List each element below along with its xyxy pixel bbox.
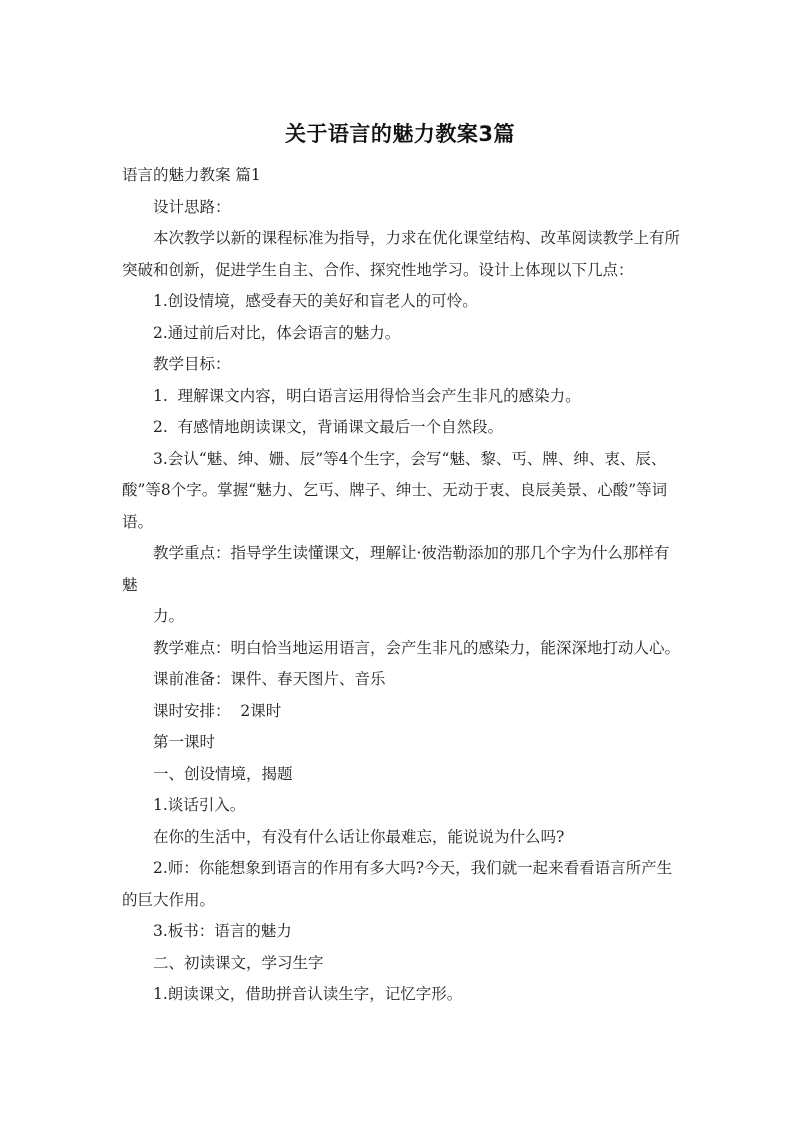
paragraph: 2. 有感情地朗读课文，背诵课文最后一个自然段。 <box>153 418 504 436</box>
paragraph: 教学重点：指导学生读懂课文，理解让·彼浩勒添加的那几个字为什么那样有魅 <box>122 544 670 594</box>
document-title: 关于语言的魅力教案3篇 <box>284 122 516 146</box>
document-body <box>122 160 682 1011</box>
paragraph: 在你的生活中，有没有什么话让你最难忘，能说说为什么吗? <box>153 827 565 846</box>
paragraph: 一、创设情境，揭题 <box>153 764 293 783</box>
paragraph: 1. 理解课文内容，明白语言运用得恰当会产生非凡的感染力。 <box>153 386 581 405</box>
paragraph: 2.通过前后对比，体会语言的魅力。 <box>153 323 401 342</box>
paragraph: 教学难点：明白恰当地运用语言，会产生非凡的感染力，能深深地打动人心。 <box>153 638 681 657</box>
paragraph: 2.师：你能想象到语言的作用有多大吗?今天，我们就一起来看看语言所产生的巨大作用。 <box>122 859 673 909</box>
paragraph: 课前准备：课件、春天图片、音乐 <box>153 670 386 688</box>
paragraph: 第一课时 <box>153 733 216 751</box>
paragraph: 1.创设情境，感受春天的美好和盲老人的可怜。 <box>153 292 478 310</box>
paragraph: 3.会认“魅、绅、姗、辰”等4个生字，会写“魅、黎、丐、牌、绅、衷、辰、酸”等8个字。掌握“魅力、乞丐、牌子、绅士、无动于衷、良辰美景、心酸”等词语。 <box>122 449 668 531</box>
paragraph: 力。 <box>153 607 185 625</box>
paragraph: 教学目标： <box>153 355 231 373</box>
paragraph: 设计思路： <box>153 197 231 216</box>
section-heading: 语言的魅力教案 篇1 <box>122 166 261 184</box>
paragraph: 课时安排： 2课时 <box>153 701 282 720</box>
paragraph: 1.朗读课文，借助拼音认读生字，记忆字形。 <box>153 985 463 1003</box>
paragraph: 1.谈话引入。 <box>153 796 246 814</box>
paragraph: 本次教学以新的课程标准为指导，力求在优化课堂结构、改革阅读教学上有所突破和创新，促进学生自主、合作、探究性地学习。设计上体现以下几点： <box>122 229 681 279</box>
paragraph: 3.板书：语言的魅力 <box>153 922 292 940</box>
paragraph: 二、初读课文，学习生字 <box>153 953 324 972</box>
